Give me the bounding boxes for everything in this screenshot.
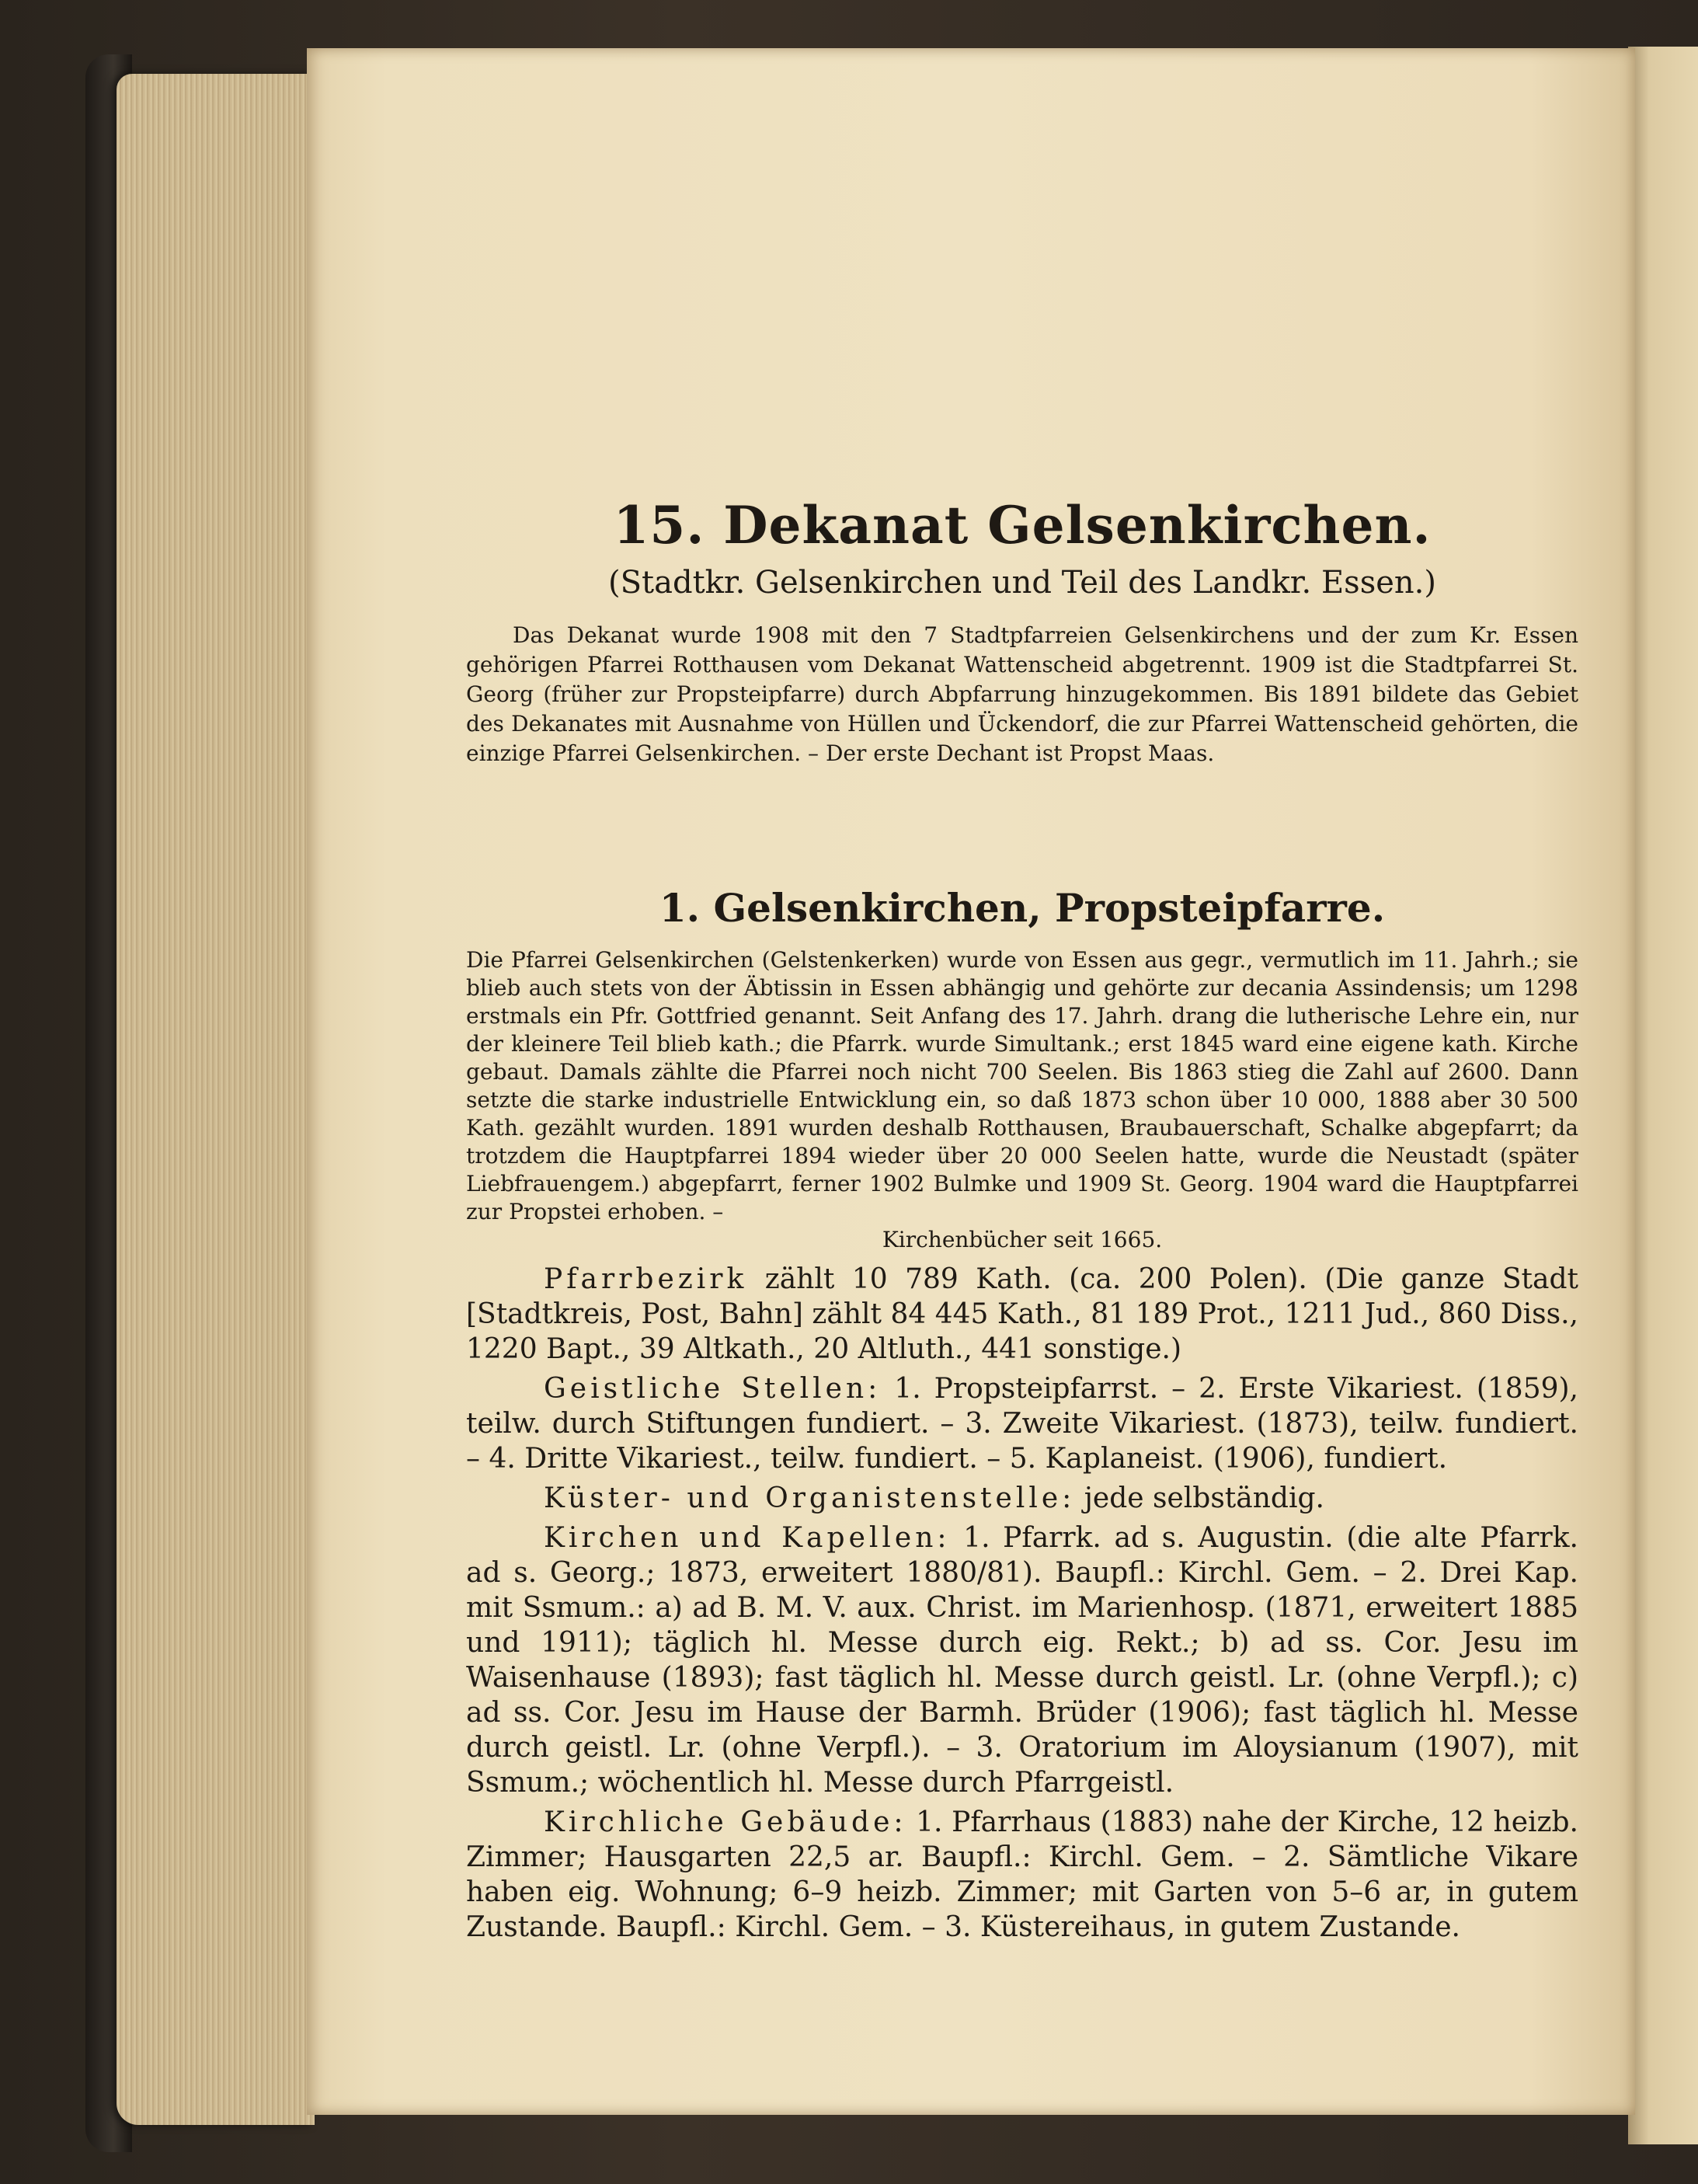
section-kuester-organist [466,1481,1578,1516]
section-geistliche-stellen [466,1371,1578,1476]
section-lead: Pfarrbezirk [544,1263,748,1295]
section-lead: Kirchliche Gebäude: [544,1806,907,1838]
section-text: 1. Propsteipfarrst. – 2. Erste Vikariest. (1859), teilw. durch Stiftungen fundiert. – 3. Zweite Vikariest. (1873), teilw. fundiert. – 4. Dritte Vikariest., teilw. fundiert. – 5. Kaplaneist. (1906), fundiert. [466,1373,1578,1475]
page-content [466,495,1578,1949]
section-lead: Geistliche Stellen: [544,1373,882,1405]
dekanat-subtitle: (Stadtkr. Gelsenkirchen und Teil des Landkr. Essen.) [608,565,1436,601]
book-page [307,48,1635,2115]
section-kirchliche-gebaeude [466,1805,1578,1945]
section-kirchen-kapellen [466,1520,1578,1800]
section-text: 1. Pfarrhaus (1883) nahe der Kirche, 12 heizb. Zimmer; Hausgarten 22,5 ar. Baupfl.: Kirchl. Gem. – 2. Sämtliche Vikare haben eig. Wohnung; 6–9 heizb. Zimmer; mit Garten von 5–6 ar, in gutem Zustande. Baupfl.: Kirchl. Gem. – 3. Küstereihaus, in gutem Zustande. [466,1806,1579,1943]
pfarrei-history-end: Kirchenbücher seit 1665. [882,1227,1163,1252]
section-text: jede selbständig. [1075,1482,1324,1514]
dekanat-title: 15. Dekanat Gelsenkirchen. [613,495,1432,556]
pfarrei-history: Die Pfarrei Gelsenkirchen (Gelstenkerken) wurde von Essen aus gegr., vermutlich im 11. Jahrh.; sie blieb auch stets von der Äbtissin in Essen abhängig und gehörte zur decania Assindensis; um 1298 erstmals ein Pfr. Gottfried genannt. Seit Anfang des 17. Jahrh. drang die lutherische Lehre ein, nur der kleinere Teil blieb kath.; die Pfarrk. wurde Simultank.; erst 1845 ward eine eigene kath. Kirche gebaut. Damals zählte die Pfarrei noch nicht 700 Seelen. Bis 1863 stieg die Zahl auf 2600. Dann setzte die starke industrielle Entwicklung ein, so daß 1873 schon über 10 000, 1888 aber 30 500 Kath. gezählt wurden. 1891 wurden deshalb Rotthausen, Braubauerschaft, Schalke abgepfarrt; da trotzdem die Hauptpfarrei 1894 wieder über 20 000 Seelen hatte, wurde die Neustadt (später Liebfrauengem.) abgepfarrt, ferner 1902 Bulmke und 1909 St. Georg. 1904 ward die Hauptpfarrei zur Propstei erhoben. – [466,947,1578,1224]
facing-page-edge [1628,47,1698,2144]
section-lead: Küster- und Organistenstelle: [544,1482,1076,1514]
pfarrei-title: 1. Gelsenkirchen, Propsteipfarre. [659,885,1386,931]
dekanat-intro: Das Dekanat wurde 1908 mit den 7 Stadtpfarreien Gelsenkirchens und der zum Kr. Essen gehörigen Pfarrei Rotthausen vom Dekanat Wattenscheid abgetrennt. 1909 ist die Stadtpfarrei St. Georg (früher zur Propsteipfarre) durch Abpfarrung hinzugekommen. Bis 1891 bildete das Gebiet des Dekanates mit Ausnahme von Hüllen und Ückendorf, die zur Pfarrei Wattenscheid gehörten, die einzige Pfarrei Gelsenkirchen. – Der erste Dechant ist Propst Maas. [466,622,1578,766]
page-edges [117,74,315,2125]
section-text: 1. Pfarrk. ad s. Augustin. (die alte Pfarrk. ad s. Georg.; 1873, erweitert 1880/81). Baupfl.: Kirchl. Gem. – 2. Drei Kap. mit Ssmum.: a) ad B. M. V. aux. Christ. im Marienhosp. (1871, erweitert 1885 und 1911); täglich hl. Messe durch eig. Rekt.; b) ad ss. Cor. Jesu im Waisenhause (1893); fast täglich hl. Messe durch geistl. Lr. (ohne Verpfl.); c) ad ss. Cor. Jesu im Hause der Barmh. Brüder (1906); fast täglich hl. Messe durch geistl. Lr. (ohne Verpfl.). – 3. Oratorium im Aloysianum (1907), mit Ssmum.; wöchentlich hl. Messe durch Pfarrgeistl. [466,1522,1578,1799]
section-text: zählt 10 789 Kath. (ca. 200 Polen). (Die ganze Stadt [Stadtkreis, Post, Bahn] zählt 84 445 Kath., 81 189 Prot., 1211 Jud., 860 Diss., 1220 Bapt., 39 Altkath., 20 Altluth., 441 sonstige.) [466,1263,1578,1365]
section-lead: Kirchen und Kapellen: [544,1522,951,1554]
section-pfarrbezirk [466,1262,1578,1367]
